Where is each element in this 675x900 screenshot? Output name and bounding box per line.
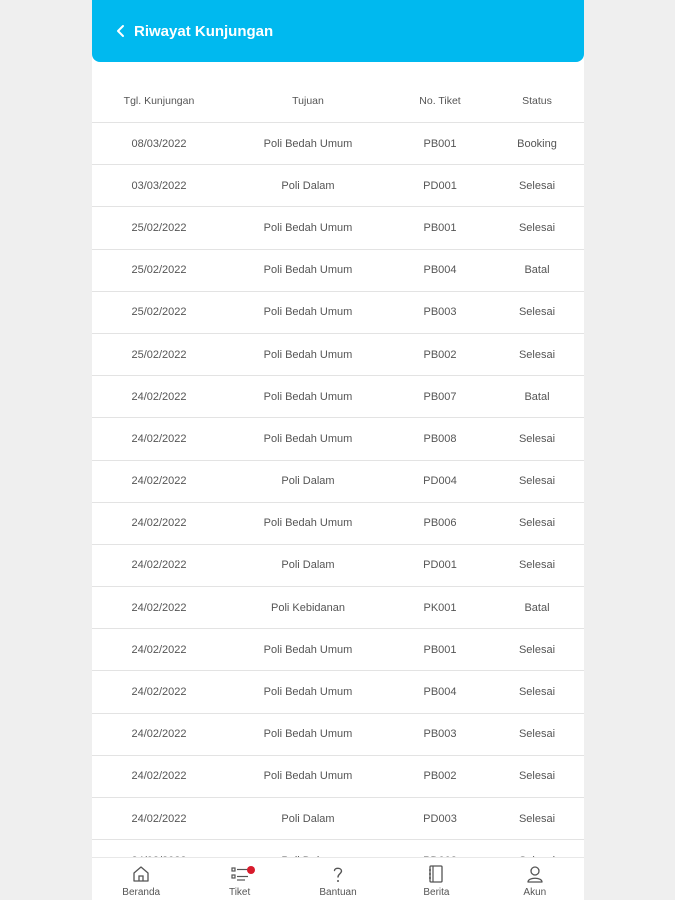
table-row[interactable]: [92, 756, 584, 798]
visit-status: Batal: [524, 264, 550, 277]
visit-date: 24/02/2022: [131, 432, 187, 445]
visit-status: Selesai: [518, 221, 556, 234]
table-row[interactable]: [92, 671, 584, 713]
visit-date: 25/02/2022: [131, 306, 187, 319]
ticket-number: PB007: [423, 390, 457, 403]
visit-date: 25/02/2022: [131, 348, 187, 361]
nav-item-tiket[interactable]: [190, 858, 288, 900]
visit-destination: Poli Bedah Umum: [263, 686, 353, 699]
table-row[interactable]: [92, 292, 584, 334]
visit-destination: Poli Bedah Umum: [263, 643, 353, 656]
ticket-number: PB003: [423, 306, 457, 319]
ticket-number: PD001: [423, 179, 457, 192]
visit-status: Batal: [524, 390, 550, 403]
help-icon: [328, 864, 348, 884]
visit-status: Selesai: [518, 432, 556, 445]
visit-destination: Poli Bedah Umum: [263, 264, 353, 277]
table-row[interactable]: [92, 207, 584, 249]
table-row[interactable]: [92, 165, 584, 207]
visit-destination: Poli Bedah Umum: [263, 728, 353, 741]
ticket-number: PB001: [423, 137, 457, 150]
visit-history-table: [92, 123, 584, 882]
table-row[interactable]: [92, 250, 584, 292]
table-row[interactable]: [92, 376, 584, 418]
nav-item-berita[interactable]: [387, 858, 485, 900]
visit-date: 24/02/2022: [131, 390, 187, 403]
visit-destination: Poli Kebidanan: [270, 601, 345, 614]
visit-status: Selesai: [518, 686, 556, 699]
table-row[interactable]: [92, 123, 584, 165]
visit-date: 25/02/2022: [131, 221, 187, 234]
visit-date: 08/03/2022: [131, 137, 187, 150]
visit-destination: Poli Bedah Umum: [263, 137, 353, 150]
visit-status: Selesai: [518, 517, 556, 530]
ticket-number: PB001: [423, 643, 457, 656]
visit-date: 24/02/2022: [131, 601, 187, 614]
visit-date: 24/02/2022: [131, 475, 187, 488]
visit-date: 24/02/2022: [131, 770, 187, 783]
visit-date: 24/02/2022: [131, 517, 187, 530]
app-screen: [92, 0, 584, 900]
nav-label: Beranda: [122, 887, 161, 898]
visit-date: 25/02/2022: [131, 264, 187, 277]
visit-status: Selesai: [518, 812, 556, 825]
column-header-destination: Tujuan: [292, 95, 324, 107]
nav-item-beranda[interactable]: [92, 858, 190, 900]
ticket-number: PB003: [423, 728, 457, 741]
visit-date: 24/02/2022: [131, 728, 187, 741]
visit-date: 24/02/2022: [131, 686, 187, 699]
ticket-number: PB008: [423, 432, 457, 445]
page-title: Riwayat Kunjungan: [134, 22, 274, 40]
column-header-date: Tgl. Kunjungan: [123, 95, 195, 107]
visit-status: Selesai: [518, 306, 556, 319]
visit-status: Batal: [524, 601, 550, 614]
visit-status: Booking: [517, 137, 557, 150]
visit-destination: Poli Dalam: [281, 559, 335, 572]
table-row[interactable]: [92, 587, 584, 629]
table-row[interactable]: [92, 714, 584, 756]
back-button[interactable]: [110, 20, 132, 42]
ticket-number: PD003: [423, 812, 457, 825]
notification-badge: [247, 866, 255, 874]
nav-label: Akun: [523, 887, 547, 898]
visit-destination: Poli Dalam: [281, 179, 335, 192]
nav-label: Bantuan: [319, 887, 357, 898]
nav-item-bantuan[interactable]: [289, 858, 387, 900]
visit-destination: Poli Bedah Umum: [263, 432, 353, 445]
column-header-ticket: No. Tiket: [419, 95, 461, 107]
visit-status: Selesai: [518, 179, 556, 192]
table-row[interactable]: [92, 503, 584, 545]
nav-item-akun[interactable]: [486, 858, 584, 900]
visit-destination: Poli Bedah Umum: [263, 221, 353, 234]
visit-destination: Poli Bedah Umum: [263, 390, 353, 403]
table-row[interactable]: [92, 798, 584, 840]
ticket-number: PB002: [423, 770, 457, 783]
visit-date: 24/02/2022: [131, 559, 187, 572]
visit-destination: Poli Dalam: [281, 812, 335, 825]
visit-status: Selesai: [518, 728, 556, 741]
visit-status: Selesai: [518, 559, 556, 572]
home-icon: [131, 864, 151, 884]
chevron-left-icon: [115, 24, 127, 38]
visit-destination: Poli Bedah Umum: [263, 770, 353, 783]
bottom-navigation: [92, 857, 584, 900]
visit-destination: Poli Bedah Umum: [263, 517, 353, 530]
visit-date: 24/02/2022: [131, 812, 187, 825]
visit-status: Selesai: [518, 475, 556, 488]
visit-destination: Poli Bedah Umum: [263, 348, 353, 361]
visit-date: 03/03/2022: [131, 179, 187, 192]
column-header-status: Status: [522, 95, 552, 107]
ticket-number: PD001: [423, 559, 457, 572]
visit-status: Selesai: [518, 348, 556, 361]
table-row[interactable]: [92, 629, 584, 671]
table-header: [92, 80, 584, 123]
news-icon: [426, 864, 446, 884]
visit-destination: Poli Dalam: [281, 475, 335, 488]
nav-label: Berita: [423, 887, 450, 898]
table-row[interactable]: [92, 461, 584, 503]
ticket-number: PD004: [423, 475, 457, 488]
account-icon: [525, 864, 545, 884]
table-row[interactable]: [92, 545, 584, 587]
ticket-number: PB006: [423, 517, 457, 530]
visit-destination: Poli Bedah Umum: [263, 306, 353, 319]
ticket-number: PB004: [423, 686, 457, 699]
visit-status: Selesai: [518, 643, 556, 656]
ticket-number: PB002: [423, 348, 457, 361]
table-row[interactable]: [92, 418, 584, 460]
ticket-number: PK001: [423, 601, 457, 614]
visit-date: 24/02/2022: [131, 643, 187, 656]
ticket-number: PB004: [423, 264, 457, 277]
nav-label: Tiket: [228, 887, 251, 898]
visit-status: Selesai: [518, 770, 556, 783]
app-header: [92, 0, 584, 62]
ticket-number: PB001: [423, 221, 457, 234]
table-row[interactable]: [92, 334, 584, 376]
